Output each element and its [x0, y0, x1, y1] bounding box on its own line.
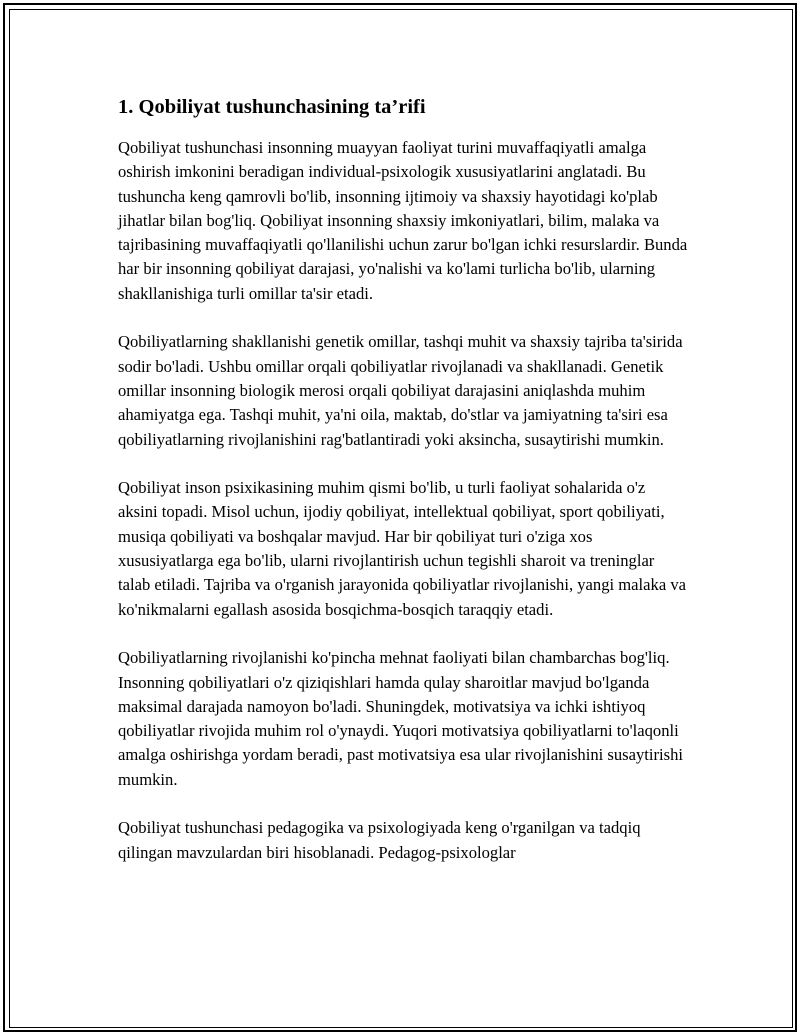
- paragraph-2: Qobiliyatlarning shakllanishi genetik omillar, tashqi muhit va shaxsiy tajriba ta'sirida sodir bo'ladi. Ushbu omillar orqali qobiliyatlar rivojlanadi va shakllanadi. Genetik omillar insonning biologik merosi orqali qobiliyat darajasini aniqlashda muhim ahamiyatga ega. Tashqi muhit, ya'ni oila, maktab, do'stlar va jamiyatning ta'siri esa qobiliyatlarning rivojlanishini rag'batlantiradi yoki aksincha, susaytirishi mumkin.: [118, 332, 683, 449]
- section-heading: 1. Qobiliyat tushunchasining ta’rifi: [118, 96, 426, 118]
- paragraph-5: Qobiliyat tushunchasi pedagogika va psixologiyada keng o'rganilgan va tadqiq qilingan mavzulardan biri hisoblanadi. Pedagog-psixologlar: [118, 818, 641, 862]
- paragraph-3: Qobiliyat inson psixikasining muhim qismi bo'lib, u turli faoliyat sohalarida o'z aksini topadi. Misol uchun, ijodiy qobiliyat, intellektual qobiliyat, sport qobiliyati, musiqa qobiliyati va boshqalar mavjud. Har bir qobiliyat turi o'ziga xos xususiyatlarga ega bo'lib, ularni rivojlantirish uchun tegishli sharoit va treninglar talab etiladi. Tajriba va o'rganish jarayonida qobiliyatlar rivojlanishi, yangi malaka va ko'nikmalarni egallash asosida bosqichma-bosqich taraqqiy etadi.: [118, 478, 686, 619]
- document-body: [118, 90, 688, 889]
- paragraph-1: Qobiliyat tushunchasi insonning muayyan faoliyat turini muvaffaqiyatli amalga oshirish imkonini beradigan individual-psixologik xususiyatlarini anglatadi. Bu tushuncha keng qamrovli bo'lib, insonning ijtimoiy va shaxsiy hayotidagi ko'plab jihatlar bilan bog'liq. Qobiliyat insonning shaxsiy imkoniyatlari, bilim, malaka va tajribasining muvaffaqiyatli qo'llanilishi uchun zarur bo'lgan ichki resurslardir. Bunda har bir insonning qobiliyat darajasi, yo'nalishi va ko'lami turlicha bo'lib, ularning shakllanishiga turli omillar ta'sir etadi.: [118, 138, 688, 303]
- paragraph-4: Qobiliyatlarning rivojlanishi ko'pincha mehnat faoliyati bilan chambarchas bog'liq. Insonning qobiliyatlari o'z qiziqishlari hamda qulay sharoitlar mavjud bo'lganda maksimal darajada namoyon bo'ladi. Shuningdek, motivatsiya va ichki ishtiyoq qobiliyatlar rivojida muhim rol o'ynaydi. Yuqori motivatsiya qobiliyatlarni to'laqonli amalga oshirishga yordam beradi, past motivatsiya esa ular rivojlanishini susaytirishi mumkin.: [118, 648, 683, 789]
